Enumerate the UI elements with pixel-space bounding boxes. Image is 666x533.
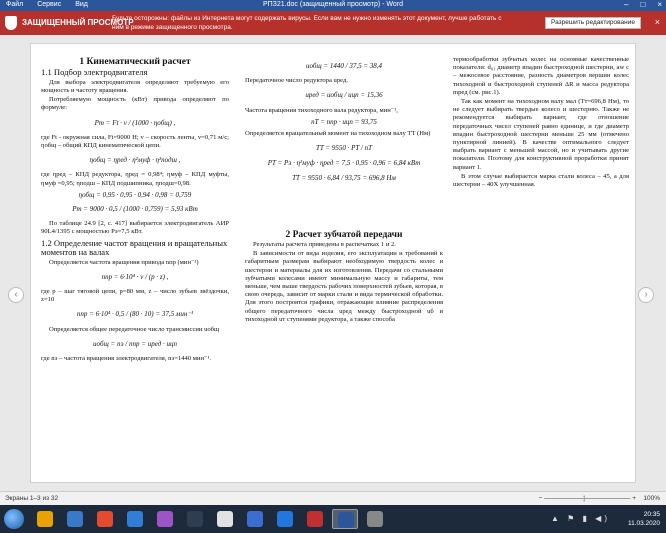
app-icon [97, 511, 113, 527]
paragraph: где Ft - окружная сила, Ft=9000 Н; v – скорость ленты, v=0,71 м/с; ηобщ – общий КПД кинематической цепи. [41, 133, 229, 149]
zoom-in-button[interactable]: + [632, 495, 636, 502]
taskbar-app-4[interactable] [122, 509, 148, 529]
taskbar-app-3[interactable] [92, 509, 118, 529]
zoom-slider[interactable]: − ——————|——————— + [538, 495, 636, 502]
app-icon [307, 511, 323, 527]
app-icon [217, 511, 233, 527]
taskbar-app-2[interactable] [62, 509, 88, 529]
paragraph: По таблице 24.9 [2, с. 417] выбирается электродвигатель АИР 90L4/1395 с мощностью Pэ=7,5 кВт. [41, 220, 229, 236]
taskbar-app-11[interactable] [332, 509, 358, 529]
formula: uобщ = nэ / nпр = uред · uцп [93, 339, 177, 348]
app-icon [67, 511, 83, 527]
paragraph: где nэ – частота вращения электродвигателя, nэ=1440 мин⁻¹. [41, 354, 212, 362]
app-icon [247, 511, 263, 527]
taskbar-app-5[interactable] [152, 509, 178, 529]
next-screen-button[interactable]: › [638, 287, 654, 303]
column-1 [41, 56, 229, 364]
clock-date: 11.03.2020 [627, 520, 660, 527]
formula: nпр = 6·10⁴ · v / (p · z) , [101, 272, 169, 281]
taskbar-app-1[interactable] [32, 509, 58, 529]
zoom-level[interactable]: 100% [643, 495, 660, 502]
app-icon [277, 511, 293, 527]
section-heading: 2 Расчет зубчатой передачи [285, 229, 403, 240]
close-window-button[interactable]: × [657, 0, 662, 9]
paragraph: Определяется вращательный момент на тихоходном валу TT (Нм) [245, 130, 431, 138]
formula: TT = 9550 · PT / nT [315, 144, 372, 153]
menu-file[interactable]: Файл [6, 1, 24, 8]
formula: uред = uобщ / uцп = 15,36 [305, 91, 383, 100]
app-icon [187, 511, 203, 527]
page-indicator: Экраны 1–3 из 32 [5, 495, 59, 502]
start-button[interactable] [4, 509, 24, 529]
close-icon[interactable]: × [654, 17, 660, 27]
maximize-button[interactable]: □ [640, 0, 646, 9]
window-controls [624, 0, 662, 9]
app-icon [37, 511, 53, 527]
protected-view-bar [0, 11, 666, 35]
taskbar-app-12[interactable] [362, 509, 388, 529]
formula: uобщ = 1440 / 37,5 = 38,4 [305, 62, 383, 70]
menu-view[interactable]: Вид [75, 1, 88, 8]
subsection-heading: 1.1 Подбор электродвигателя [41, 67, 148, 78]
formula: PT = Pэ · η²муф · ηред = 7,5 · 0,95 · 0,96 = 6,84 кВт [267, 159, 421, 168]
document-page [30, 43, 636, 483]
title-bar [0, 0, 666, 11]
enable-editing-button[interactable]: Разрешить редактирование [545, 17, 641, 29]
paragraph: В этом случае выбирается марка стали колеса – 45, а для шестерни – 40X улучшенная. [453, 172, 629, 189]
column-3 [453, 56, 629, 190]
protected-view-message: Будьте осторожны: файлы из Интернета могут содержать вирусы. Если вам не нужно изменять этот документ, лучше работать с ним в режиме защищенного просмотра. [112, 15, 502, 31]
app-icon [367, 511, 383, 527]
section-heading: 1 Кинематический расчет [79, 57, 191, 67]
system-tray-icons[interactable]: ▲ ⚑ ▮ ◀) [551, 514, 610, 523]
window-title: РПЗ21.doc (защищенный просмотр) - Word [262, 1, 404, 8]
subsection-heading: 1.2 Определение частот вращения и вращательных моментов на валах [41, 237, 228, 258]
clock-time: 20:35 [643, 511, 660, 518]
status-bar [0, 491, 666, 505]
paragraph: Частота вращения тихоходного вала редуктора, мин⁻¹, [245, 106, 398, 114]
previous-screen-button[interactable]: ‹ [8, 287, 24, 303]
taskbar-app-8[interactable] [242, 509, 268, 529]
taskbar [0, 505, 666, 533]
formula: ηобщ = 0,95 · 0,95 · 0,94 · 0,98 = 0,759 [78, 190, 192, 199]
formula: nT = nпр · uцп = 93,75 [311, 117, 377, 126]
paragraph: где p – шаг тяговой цепи, p=80 мм, z – число зубьев звёздочки, z=10 [41, 287, 229, 304]
menu-tools[interactable]: Сервис [37, 1, 62, 8]
paragraph: Результаты расчета приведены в распечатках 1 и 2. [253, 241, 396, 249]
paragraph: Определяется частота вращения привода nпр (мин⁻¹) [49, 258, 199, 266]
paragraph: Определяется общее передаточное число трансмиссии uобщ [49, 325, 220, 333]
protected-view-label: ЗАЩИЩЕННЫЙ ПРОСМОТР [22, 18, 134, 27]
paragraph: В зависимости от вида изделия, его эксплуатации и требований к габаритным размерам выбирают необходимую твердость колес и шестерни и материалы для их изготовления. Передачи со стальными зубчатыми колесами имеют минимальную массу и габариты, тем меньше, чем выше твердость рабочих поверхностей зубьев, которая, в свою очередь, зависит от марки стали и вида термической обработки. Для этого построятся графики, отражающие влияние распределения общего передаточного числа uред между быстроходной uб и тихоходной uт ступенями редуктора, а также способа [245, 250, 443, 323]
paragraph: Так как момент на тихоходном валу мал (Tт=696,8 Нм), то не следует выбирать твердые колесо и шестерню. Также не рекомендуется выбирать вариант, где отношение передаточных чисел ступеней равно единице, и где диаметр впадин быстроходной шестерни меньше 25 мм (отмечено пунктирной линией). В качестве оптимального следует выбрать вариант с меньшей массой, но и учитывать другие показатели. Поэтому для конструктивной проработки принят вариант 1. [453, 98, 629, 171]
document-area [0, 35, 666, 491]
formula: ηобщ = ηред · η²муф · η²подш , [89, 156, 181, 165]
column-2 [245, 56, 443, 325]
taskbar-app-7[interactable] [212, 509, 238, 529]
taskbar-app-10[interactable] [302, 509, 328, 529]
paragraph: Потребляемую мощность (кВт) привода определяют по формуле: [41, 96, 229, 112]
formula: nпр = 6·10⁴ · 0,5 / (80 · 10) = 37,5 мин⁻¹ [76, 310, 194, 319]
shield-icon [5, 16, 17, 30]
paragraph: где ηред – КПД редуктора, ηред = 0,98⁴; ηмуф – КПД муфты, ηмуф =0,95; ηподш – КПД подшипника, ηподш=0,98. [41, 171, 229, 187]
formula: Pт = 9000 · 0,5 / (1000 · 0,759) = 5,93 кВт [72, 204, 198, 213]
paragraph: термообработки зубчатых колес на основные качественные показатели: d₀₁ диаметр впадин быстроходной шестерни, aw с – межосевое расстояние, разность диаметров вершин колес тихоходной и быстроходной ступеней ΔR и масса редуктора mред (см. рис.1). [453, 56, 629, 96]
app-icon [157, 511, 173, 527]
taskbar-app-9[interactable] [272, 509, 298, 529]
clock[interactable] [628, 510, 660, 528]
app-icon [338, 512, 354, 528]
formula: TT = 9550 · 6,84 / 93,75 = 696,8 Нм [292, 173, 396, 182]
taskbar-app-6[interactable] [182, 509, 208, 529]
zoom-out-button[interactable]: − [538, 495, 543, 502]
paragraph: Передаточное число редуктора uред. [245, 77, 348, 85]
app-icon [127, 511, 143, 527]
spacer [245, 189, 443, 229]
paragraph: Для выбора электродвигателя определяют требуемую его мощность и частоту вращения. [41, 78, 229, 94]
minimize-button[interactable]: – [624, 0, 629, 9]
formula: Pт = Ft · v / (1000 · ηобщ) , [94, 118, 176, 127]
